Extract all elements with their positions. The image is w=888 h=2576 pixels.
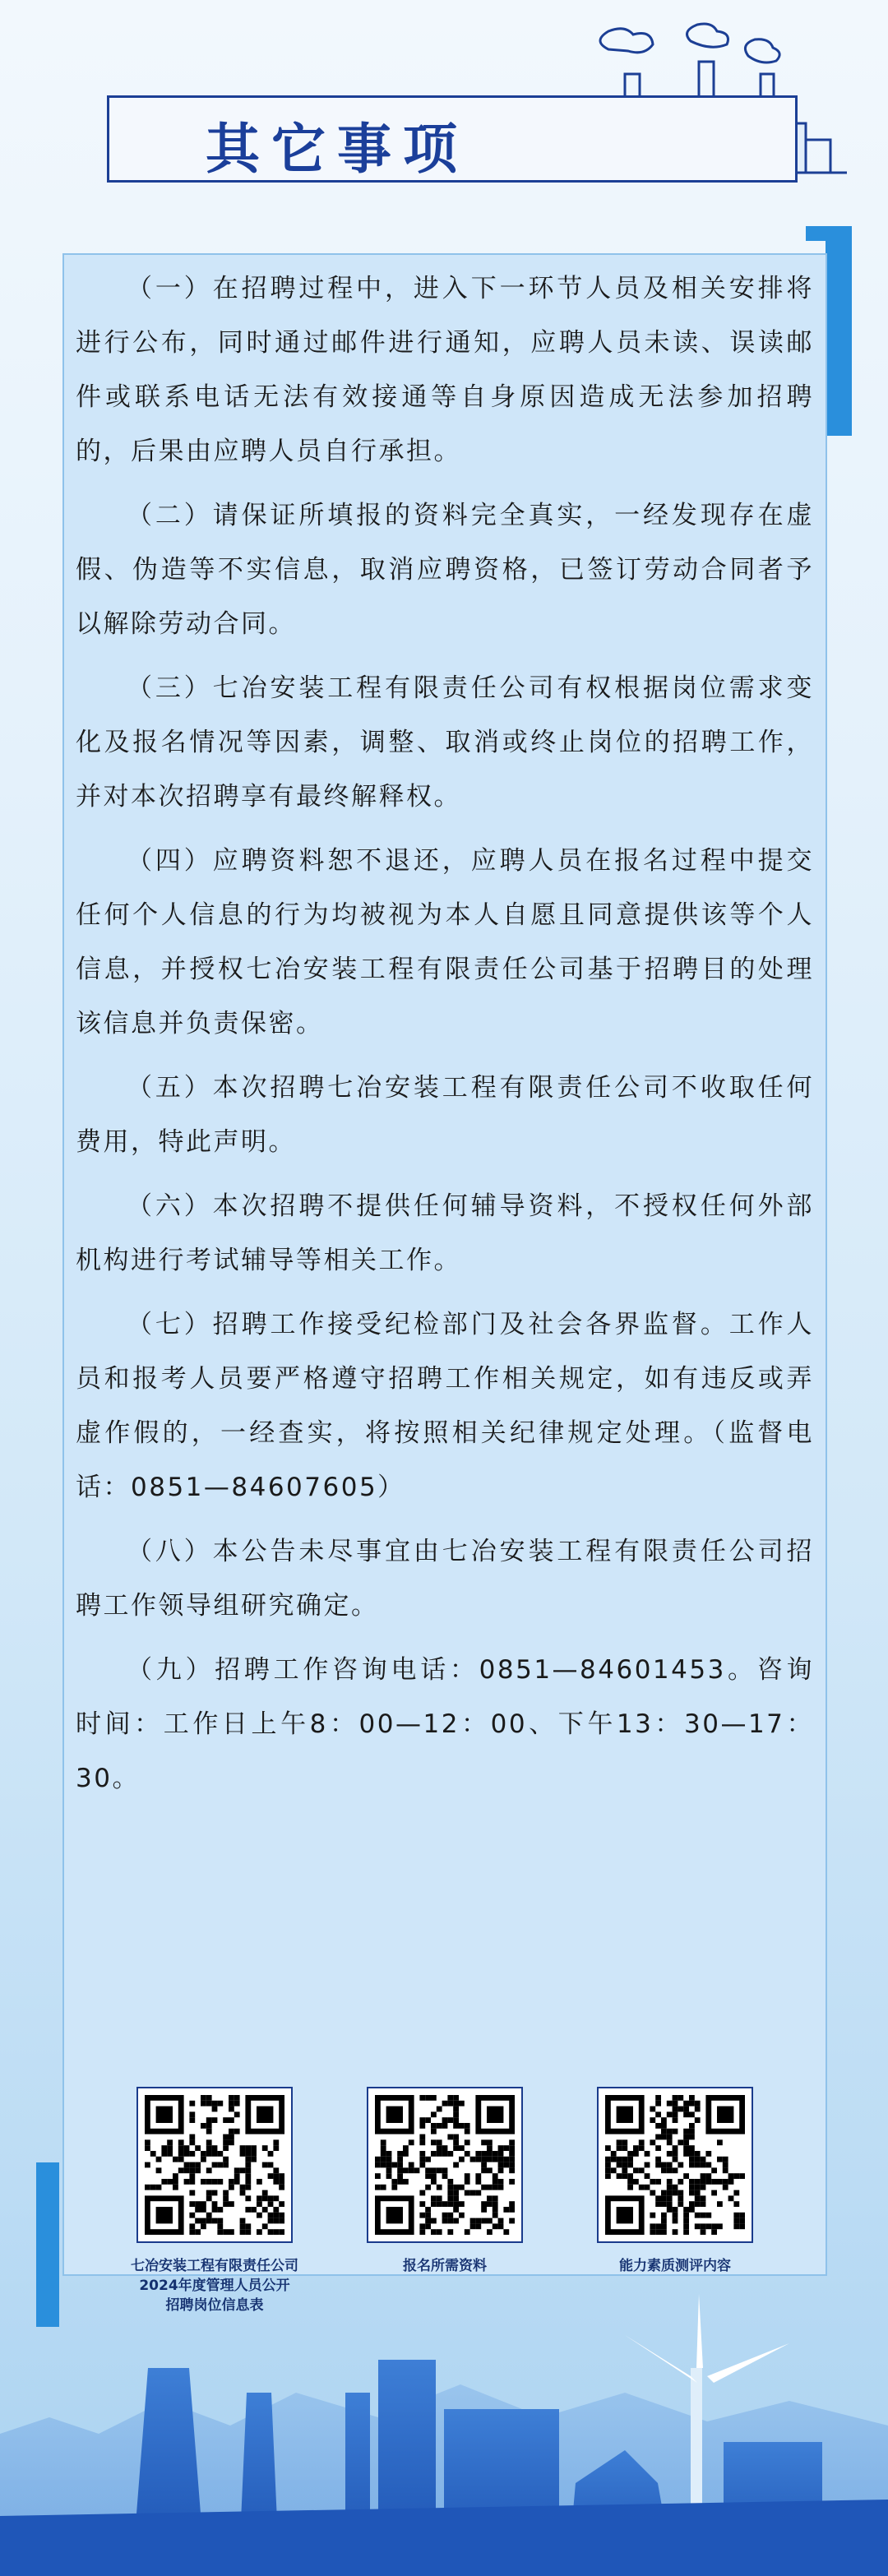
accent-bar bbox=[826, 226, 852, 436]
page-title: 其它事项 bbox=[206, 117, 469, 181]
qr-code-icon[interactable] bbox=[597, 2087, 753, 2243]
qr-code-item[interactable] bbox=[342, 2087, 548, 2276]
notice-paragraph: （八）本公告未尽事宜由七冶安装工程有限责任公司招聘工作领导组研究确定。 bbox=[76, 1537, 814, 1621]
qr-caption-line: 招聘岗位信息表 bbox=[165, 2297, 264, 2314]
notice-paragraph: （一）在招聘过程中，进入下一环节人员及相关安排将进行公布，同时通过邮件进行通知，应聘人员未读、误读邮件或联系电话无法有效接通等自身原因造成无法参加招聘的，后果由应聘人员自行承担。 bbox=[76, 274, 814, 466]
qr-caption-line: 2024年度管理人员公开 bbox=[139, 2278, 290, 2294]
qr-caption-line: 七冶安装工程有限责任公司 bbox=[131, 2258, 298, 2274]
notice-paragraph: （二）请保证所填报的资料完全真实，一经发现存在虚假、伪造等不实信息，取消应聘资格，已签订劳动合同者予以解除劳动合同。 bbox=[76, 501, 814, 639]
notice-paragraph: （四）应聘资料恕不退还，应聘人员在报名过程中提交任何个人信息的行为均被视为本人自愿且同意提供该等个人信息，并授权七冶安装工程有限责任公司基于招聘目的处理该信息并负责保密。 bbox=[76, 846, 814, 1038]
qr-code-icon[interactable] bbox=[136, 2087, 293, 2243]
notice-paragraph: （九）招聘工作咨询电话：0851—84601453。咨询时间：工作日上午8：00—12：00、下午13：30—17：30。 bbox=[76, 1655, 814, 1793]
qr-caption-line: 能力素质测评内容 bbox=[619, 2258, 731, 2274]
qr-code-item[interactable] bbox=[572, 2087, 778, 2276]
qr-caption-line: 报名所需资料 bbox=[403, 2258, 487, 2274]
notice-paragraph: （三）七冶安装工程有限责任公司有权根据岗位需求变化及报名情况等因素，调整、取消或终止岗位的招聘工作，并对本次招聘享有最终解释权。 bbox=[76, 673, 814, 812]
qr-code-icon[interactable] bbox=[367, 2087, 523, 2243]
notice-paragraph: （六）本次招聘不提供任何辅导资料，不授权任何外部机构进行考试辅导等相关工作。 bbox=[76, 1191, 814, 1275]
notice-paragraph: （七）招聘工作接受纪检部门及社会各界监督。工作人员和报考人员要严格遵守招聘工作相关规定，如有违反或弄虚作假的，一经查实，将按照相关纪律规定处理。（监督电话：0851—84607605） bbox=[76, 1310, 814, 1502]
industrial-skyline-illustration bbox=[0, 2269, 888, 2576]
notice-body bbox=[76, 261, 814, 1815]
notice-paragraph: （五）本次招聘七冶安装工程有限责任公司不收取任何费用，特此声明。 bbox=[76, 1073, 814, 1157]
